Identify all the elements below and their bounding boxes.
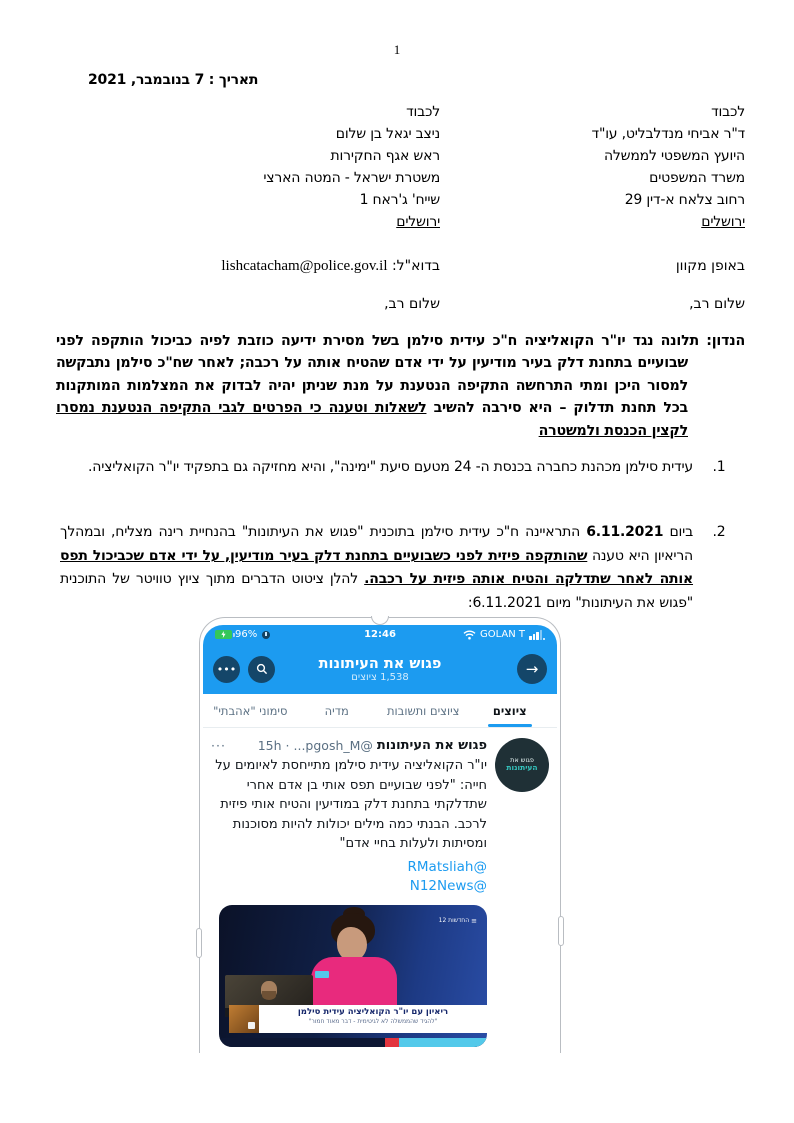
avatar-logo-line1: פגוש את (510, 755, 534, 764)
recipient-right-block (440, 101, 745, 233)
tab-tweets[interactable]: ציוצים (467, 694, 554, 727)
recipient-city: ירושלים (701, 214, 745, 230)
battery-percent: 96% (235, 629, 258, 640)
search-button[interactable] (248, 656, 275, 683)
tweet-author-handle[interactable]: @pgosh_M... (293, 738, 373, 753)
tweet-mentions (211, 858, 487, 896)
recipient-salutation: לכבוד (711, 104, 745, 120)
inset-figure (262, 991, 276, 1000)
banner-subheadline: "להגיד שהממשלה לא לגיטימית - דבר מאוד חמור" (308, 1017, 438, 1025)
lower-third-banner (229, 1005, 487, 1033)
phone-side-button-right (558, 916, 564, 946)
status-bar (203, 625, 557, 644)
mention-link[interactable]: @RMatsliah (407, 858, 487, 875)
greeting-row (60, 296, 745, 312)
banner-side-image (229, 1005, 259, 1033)
status-time: 12:46 (364, 629, 396, 640)
dot-separator: · (285, 738, 290, 753)
recipient-street: רחוב צלאח א-דין 29 (624, 192, 745, 208)
phone-side-button-left (196, 928, 202, 958)
subject-label: הנדון: (706, 333, 745, 349)
item-number: 2. (712, 524, 726, 540)
ticker-red-segment (385, 1038, 399, 1047)
tweet-author-name[interactable]: פגוש את העיתונות (376, 738, 487, 753)
avatar-logo-line2: העיתונות (506, 763, 538, 773)
email-label: בדוא"ל: (391, 258, 440, 274)
avatar[interactable] (495, 738, 549, 792)
banner-headline: ריאיון עם יו"ר הקואליציה עידית סילמן (297, 1006, 449, 1017)
ticker-cyan-segment (399, 1038, 487, 1047)
video-thumbnail[interactable] (219, 905, 487, 1047)
twitter-header (203, 644, 557, 694)
item2-text-mid: התראיינה ח"כ עידית סילמן בתוכנית "פגוש את העיתונות" בהנחיית רינה מצליח, ובמהלך הריאיון היא טענה (60, 524, 693, 564)
item2-text-end: להלן ציטוט הדברים מתוך ציוץ טוויטר של התוכנית "פגוש את העיתונות" מיום 6.11.2021: (60, 571, 693, 611)
profile-tabs (203, 694, 557, 728)
banner-text (259, 1005, 487, 1033)
recipient-name: ד"ר אביחי מנדלבליט, עו"ד (591, 126, 745, 142)
delivery-method: באופן מקוון (675, 258, 745, 274)
delivery-row (60, 258, 745, 275)
tweet-content (211, 738, 487, 1047)
phone-screen (203, 625, 557, 1051)
recipient-title: ראש אגף החקירות (330, 148, 440, 164)
channel-logo: ≡ החדשות 12 (438, 916, 477, 925)
greeting-left: שלום רב, (384, 296, 440, 312)
greeting-right: שלום רב, (689, 296, 745, 312)
recipient-name: ניצב יגאל בן שלום (335, 126, 440, 142)
date-line: תאריך : 7 בנובמבר, 2021 (88, 72, 259, 88)
page-number: 1 (393, 42, 401, 57)
item-text: עידית סילמן מכהנת כחברה בכנסת ה- 24 מטעם סיעת "ימינה", והיא מחזיקה גם בתפקיד יו"ר הקואליציה. (88, 459, 693, 475)
item2-text-start: ביום (663, 524, 694, 540)
profile-title: פגוש את העיתונות (318, 655, 442, 672)
tab-tweets-replies[interactable]: ציוצים ותשובות (386, 703, 460, 718)
tweet-timestamp: 15h (257, 738, 282, 753)
tweet[interactable] (203, 728, 557, 1047)
subject-paragraph (56, 330, 745, 442)
list-item-2 (58, 521, 745, 615)
recipient-org: משרד המשפטים (649, 170, 745, 186)
item2-emphasized-claim: שהותקפה פיזית לפני כשבועיים בתחנת דלק בעיר מודיעין, על ידי אדם שכביכול תפס אותה לאחר שתדלקה והטיח אותה פיזית על רכבה. (60, 547, 694, 587)
item-number: 1. (712, 459, 726, 475)
recipient-city: ירושלים (396, 214, 440, 230)
email-address: lishcatacham@police.gov.il (221, 258, 388, 274)
back-arrow-button[interactable]: → (517, 654, 547, 684)
tab-media[interactable]: מדיה (324, 703, 349, 718)
subject-text: תלונה נגד יו"ר הקואליציה ח"כ עידית סילמן בשל מסירת ידיעה כוזבת לפיה כביכול הותקפה לפני שבועיים בתחנת דלק בעיר מודיעין על ידי אדם שהטיח אותה על רכבה; לאחר שח"כ סילמן נתבקשה למסור היכן ומתי התרחשה התקיפה הנטענת על מנת שניתן יהיה לבדוק את המצלמות המותקנות בכל תחנת תדלוק – היא סירבה להשיב (56, 333, 699, 417)
tweet-more-button[interactable]: ··· (211, 738, 226, 753)
tweet-count: 1,538 ציוצים (351, 671, 409, 683)
recipient-title: היועץ המשפטי לממשלה (603, 148, 745, 164)
item2-date: 6.11.2021 (586, 524, 664, 540)
list-item-1 (58, 456, 745, 480)
interviewee-figure (337, 927, 367, 961)
mention-link[interactable]: @N12News (409, 877, 487, 894)
tweet-header-row (211, 738, 487, 753)
tab-likes[interactable]: סימוני "אהבתי" (213, 703, 288, 718)
phone-mockup (199, 617, 561, 1053)
subject-underlined-text: לשאלות וטענה כי הפרטים לגבי התקיפה הנטענת נמסרו לקצין הכנסת ולמשטרה (56, 400, 688, 439)
recipient-org: משטרת ישראל - המטה הארצי (263, 170, 440, 186)
item-text (58, 521, 693, 615)
recipient-street: שייח' ג'ראח 1 (359, 192, 440, 208)
recipient-left-block (60, 101, 440, 233)
network-name: GOLAN T (479, 629, 525, 640)
news-ticker (219, 1038, 487, 1047)
more-options-button[interactable]: ••• (213, 656, 240, 683)
delivery-email-cell (60, 258, 440, 275)
recipient-salutation: לכבוד (406, 104, 440, 120)
tweet-body-text: יו"ר הקואליציה עידית סילמן מתייחסת לאיומים על חייה: "לפני שבועיים תפס אותי בן אדם אחרי שתדלקתי בתחנת דלק במודיעין והטיח אותי פיזית לרכב. הבנתי כמה מילים יכולות להיות מסוכנות ומסיתות ולעלות בחיי אדם" (215, 758, 487, 852)
recipients-block (60, 101, 745, 233)
live-chip (315, 971, 329, 978)
